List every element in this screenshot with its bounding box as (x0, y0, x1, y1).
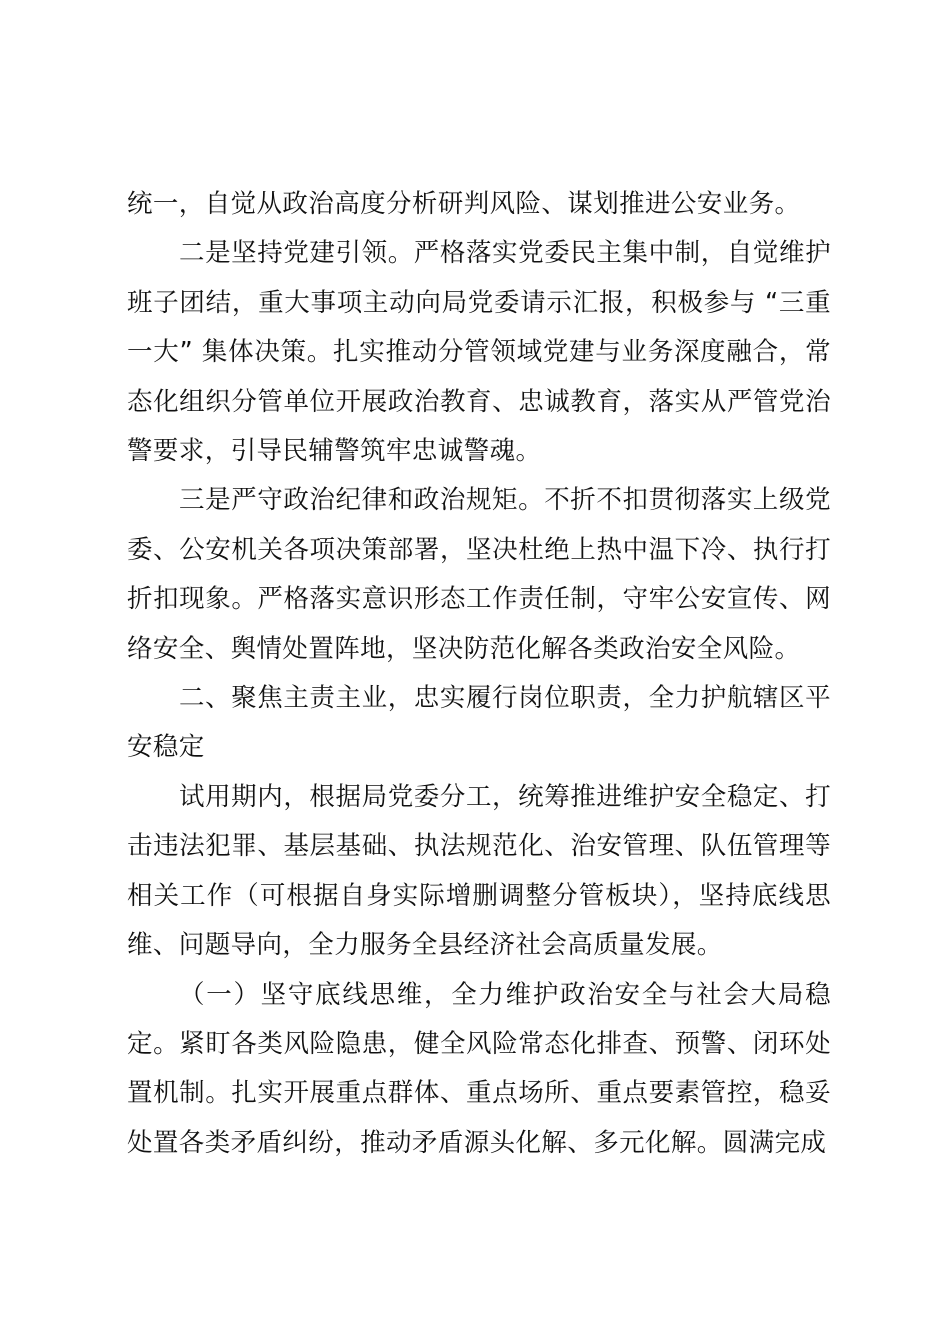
paragraph-party-building: 二是坚持党建引领。严格落实党委民主集中制，自觉维护班子团结，重大事项主动向局党委请示汇报，积极参与 “三重一大” 集体决策。扎实推动分管领域党建与业务深度融合，常态化组织分管单位开展政治教育、忠诚教育，落实从严管党治警要求，引导民辅警筑牢忠诚警魂。 (127, 238, 831, 467)
paragraph-continuation: 统一，自觉从政治高度分析研判风险、谋划推进公安业务。 (127, 189, 801, 219)
document-body (127, 180, 831, 1168)
paragraph-political-discipline: 三是严守政治纪律和政治规矩。不折不扣贯彻落实上级党委、公安机关各项决策部署，坚决杜绝上热中温下冷、执行打折扣现象。严格落实意识形态工作责任制，守牢公安宣传、网络安全、舆情处置阵地，坚决防范化解各类政治安全风险。 (127, 485, 831, 664)
paragraph-bottom-line-thinking: （一）坚守底线思维，全力维护政治安全与社会大局稳定。紧盯各类风险隐患，健全风险常态化排查、预警、闭环处置机制。扎实开展重点群体、重点场所、重点要素管控，稳妥处置各类矛盾纠纷，推动矛盾源头化解、多元化解。圆满完成 (127, 979, 831, 1158)
paragraph-probation-duties: 试用期内，根据局党委分工，统筹推进维护安全稳定、打击违法犯罪、基层基础、执法规范化、治安管理、队伍管理等相关工作（可根据自身实际增删调整分管板块），坚持底线思维、问题导向，全力服务全县经济社会高质量发展。 (127, 781, 831, 961)
section-heading-two: 二、聚焦主责主业，忠实履行岗位职责，全力护航辖区平安稳定 (127, 683, 831, 763)
